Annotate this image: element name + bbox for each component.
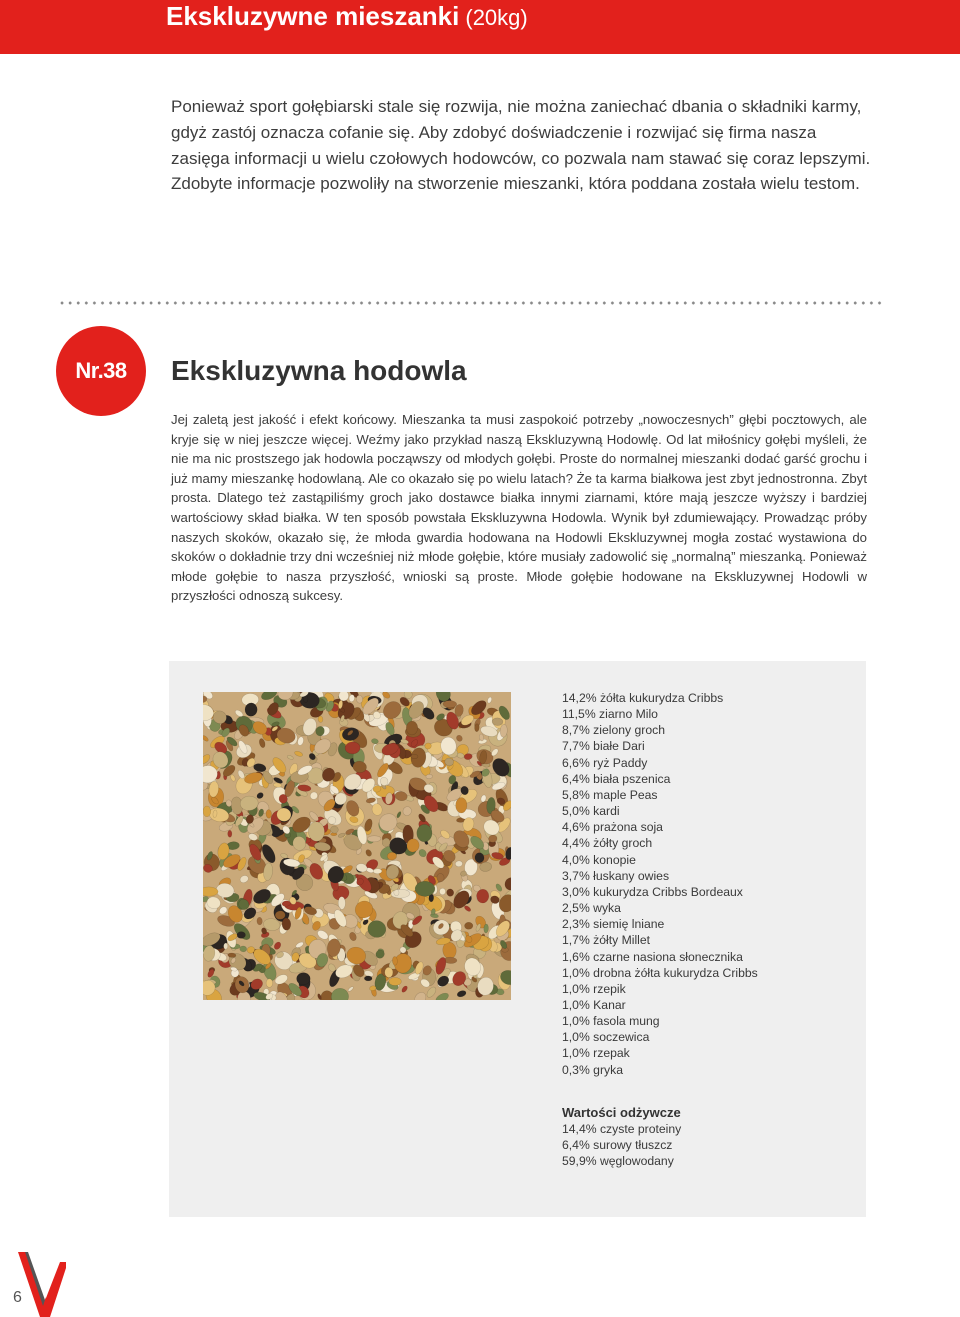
product-description-text: Mieszanka ta musi zaspokoić potrzeby „nowoczesnych” głębi pocztowych, ale kryje się w niej jeszcze więcej. Weźmy jako przykład naszą Ekskluzywną Hodowlę. Od lat miłośnicy gołębi myśleli, że nie ma nic prostszego jak hodowla począwszy od młodych gołębi. Proste do normalnej mieszanki dodać garść grochu i już mamy mieszankę hodowlaną. Ale co okazało się po wielu latach? Że ta karma białkowa jest zbyt jednostronna. Zbyt prosta. Dlatego też zastąpiliśmy groch jako dostawce białka innymi ziarnami, które mają jeszcze wyższy i bardziej wartościowy skład białka. W ten sposób powstała Ekskluzywna Hodowla. Wynik był zdumiewający. Prowadząc próby naszych skoków, okazało się, że młoda gwardia hodowana na Hodowli Ekskluzywnej mogła zostać wystawiona do skoków o dokładnie trzy dni wcześniej niż młode gołębie, które musiały zadowolić się „normalną” mieszanką. Ponieważ młode gołębie to nasza przyszłość, wnioski są proste. Młode gołębie hodowane na Ekskluzywnej Hodowli w przyszłości odnoszą sukcesy.: [171, 412, 867, 604]
header-title: [166, 2, 528, 32]
ingredient-item: 6,6% ryż Paddy: [562, 755, 648, 770]
ingredient-item: 6,4% biała pszenica: [562, 771, 671, 786]
seed-grain: [318, 716, 324, 723]
page-header: [0, 0, 960, 54]
seed-grain: [237, 931, 246, 938]
header-weight: (20kg): [465, 5, 528, 30]
seed-grain: [280, 853, 288, 860]
intro-paragraph: Ponieważ sport gołębiarski stale się rozwija, nie można zaniechać dbania o składniki karmy, gdyż zastój oznacza cofanie się. Aby zdobyć doświadczenie i rozwijać się firma nasza zasięga informacji u wielu czołowych hodowców, co pozwala nam stawać się coraz lepszymi. Zdobyte informacje pozwoliły na stworzenie mieszanki, która poddana została wielu testom.: [171, 97, 871, 194]
seed-grain: [396, 811, 402, 818]
seed-grain: [349, 694, 356, 702]
ingredient-item: 1,0% rzepak: [562, 1046, 630, 1061]
seed-grain: [223, 943, 228, 949]
nutrition-title: Wartości odżywcze: [562, 1105, 681, 1120]
ingredient-item: 3,7% łuskany owies: [562, 868, 670, 883]
seed-grain: [203, 703, 215, 722]
seed-grain: [228, 830, 232, 837]
product-lead: Jej zaletą jest jakość i efekt końcowy.: [171, 412, 397, 427]
seed-grain: [266, 979, 273, 988]
ingredient-item: 0,3% gryka: [562, 1062, 623, 1077]
seed-grain: [417, 848, 427, 858]
seed-grain: [309, 790, 319, 800]
ingredient-item: 1,0% fasola mung: [562, 1014, 660, 1029]
seed-grain: [385, 967, 394, 978]
seed-grain: [492, 718, 503, 726]
product-number-badge: Nr.38: [56, 326, 146, 416]
seed-grain: [392, 956, 397, 965]
seed-grain: [474, 724, 479, 732]
seed-grain: [365, 849, 373, 858]
seed-grain: [239, 946, 247, 953]
seed-grain: [294, 750, 304, 757]
ingredient-item: 1,6% czarne nasiona słonecznika: [562, 949, 743, 964]
seed-grain: [464, 922, 473, 929]
seed-grain: [297, 973, 311, 985]
seed-grain: [330, 987, 351, 1000]
seed-grain: [425, 985, 438, 999]
seed-grain: [426, 774, 433, 779]
seed-grain: [417, 824, 433, 842]
seed-grain: [389, 978, 402, 986]
seed-grain: [443, 700, 457, 708]
ingredient-item: 1,0% drobna żółta kukurydza Cribbs: [562, 965, 758, 980]
seed-grain: [371, 738, 379, 744]
ingredient-item: 5,0% kardi: [562, 804, 620, 819]
seed-grain: [330, 825, 340, 834]
seed-grain: [487, 697, 493, 704]
seed-grain: [402, 805, 413, 817]
seed-grain: [218, 905, 229, 915]
ingredient-list: [562, 690, 852, 1078]
seed-grain: [287, 755, 294, 761]
seed-grain: [415, 881, 435, 896]
seed-grain: [228, 953, 237, 958]
nutrition-item: 59,9% węglowodany: [562, 1154, 674, 1169]
nutrition-item: 6,4% surowy tłuszcz: [562, 1138, 673, 1153]
seed-grain: [266, 809, 272, 818]
dotted-divider: [58, 301, 882, 305]
seed-grain: [412, 990, 428, 1000]
nutrition-item: 14,4% czyste proteiny: [562, 1122, 682, 1136]
ingredient-item: 8,7% zielony groch: [562, 723, 665, 738]
ingredient-item: 5,8% maple Peas: [562, 787, 658, 802]
seed-grain: [446, 888, 455, 897]
seed-grain: [297, 736, 305, 746]
v-logo-icon: [16, 1248, 66, 1317]
seed-grain: [230, 774, 236, 782]
seed-grain: [203, 887, 218, 896]
seed-grain: [203, 735, 209, 743]
seed-grain: [456, 990, 467, 998]
seed-grain: [347, 986, 354, 992]
ingredient-item: 4,0% konopie: [562, 852, 636, 867]
product-title: Ekskluzywna hodowla: [171, 355, 467, 386]
ingredient-item: 1,7% żółty Millet: [562, 933, 651, 948]
seed-grain: [503, 876, 511, 893]
nutrition-list: [562, 1121, 681, 1170]
seed-grain: [439, 888, 445, 895]
seed-grain: [455, 734, 463, 742]
seed-grain: [373, 869, 382, 874]
ingredient-item: 3,0% kukurydza Cribbs Bordeaux: [562, 884, 743, 899]
ingredient-item: 2,5% wyka: [562, 901, 621, 916]
ingredient-item: 1,0% soczewica: [562, 1030, 650, 1045]
seed-grain: [456, 798, 467, 814]
seed-grain: [356, 695, 364, 704]
page-number: 6: [13, 1289, 22, 1306]
seed-mix-photo: [203, 692, 511, 1000]
seed-grain: [273, 941, 282, 951]
seed-grain: [239, 874, 250, 884]
seed-grain: [434, 991, 450, 1000]
seed-grain: [367, 836, 381, 842]
header-title-text: Ekskluzywne mieszanki: [166, 1, 460, 31]
ingredient-item: 2,3% siemię lniane: [562, 917, 665, 932]
ingredient-item: 1,0% Kanar: [562, 997, 626, 1012]
seed-grain: [256, 791, 265, 799]
seed-grain: [455, 861, 463, 868]
ingredient-item: 11,5% ziarno Milo: [562, 707, 658, 722]
ingredient-item: 14,2% żółta kukurydza Cribbs: [562, 691, 724, 705]
ingredient-item: 7,7% białe Dari: [562, 739, 645, 754]
seed-grain: [257, 917, 263, 925]
product-description: [171, 410, 867, 606]
ingredient-item: 1,0% rzepik: [562, 981, 626, 996]
ingredient-item: 4,4% żółty groch: [562, 836, 653, 851]
seed-grain: [364, 976, 372, 981]
seed-grain: [401, 985, 409, 993]
seed-grain: [484, 924, 489, 933]
seed-grain: [203, 806, 211, 817]
ingredient-item: 4,6% prażona soja: [562, 820, 663, 835]
seed-grain: [295, 941, 304, 949]
